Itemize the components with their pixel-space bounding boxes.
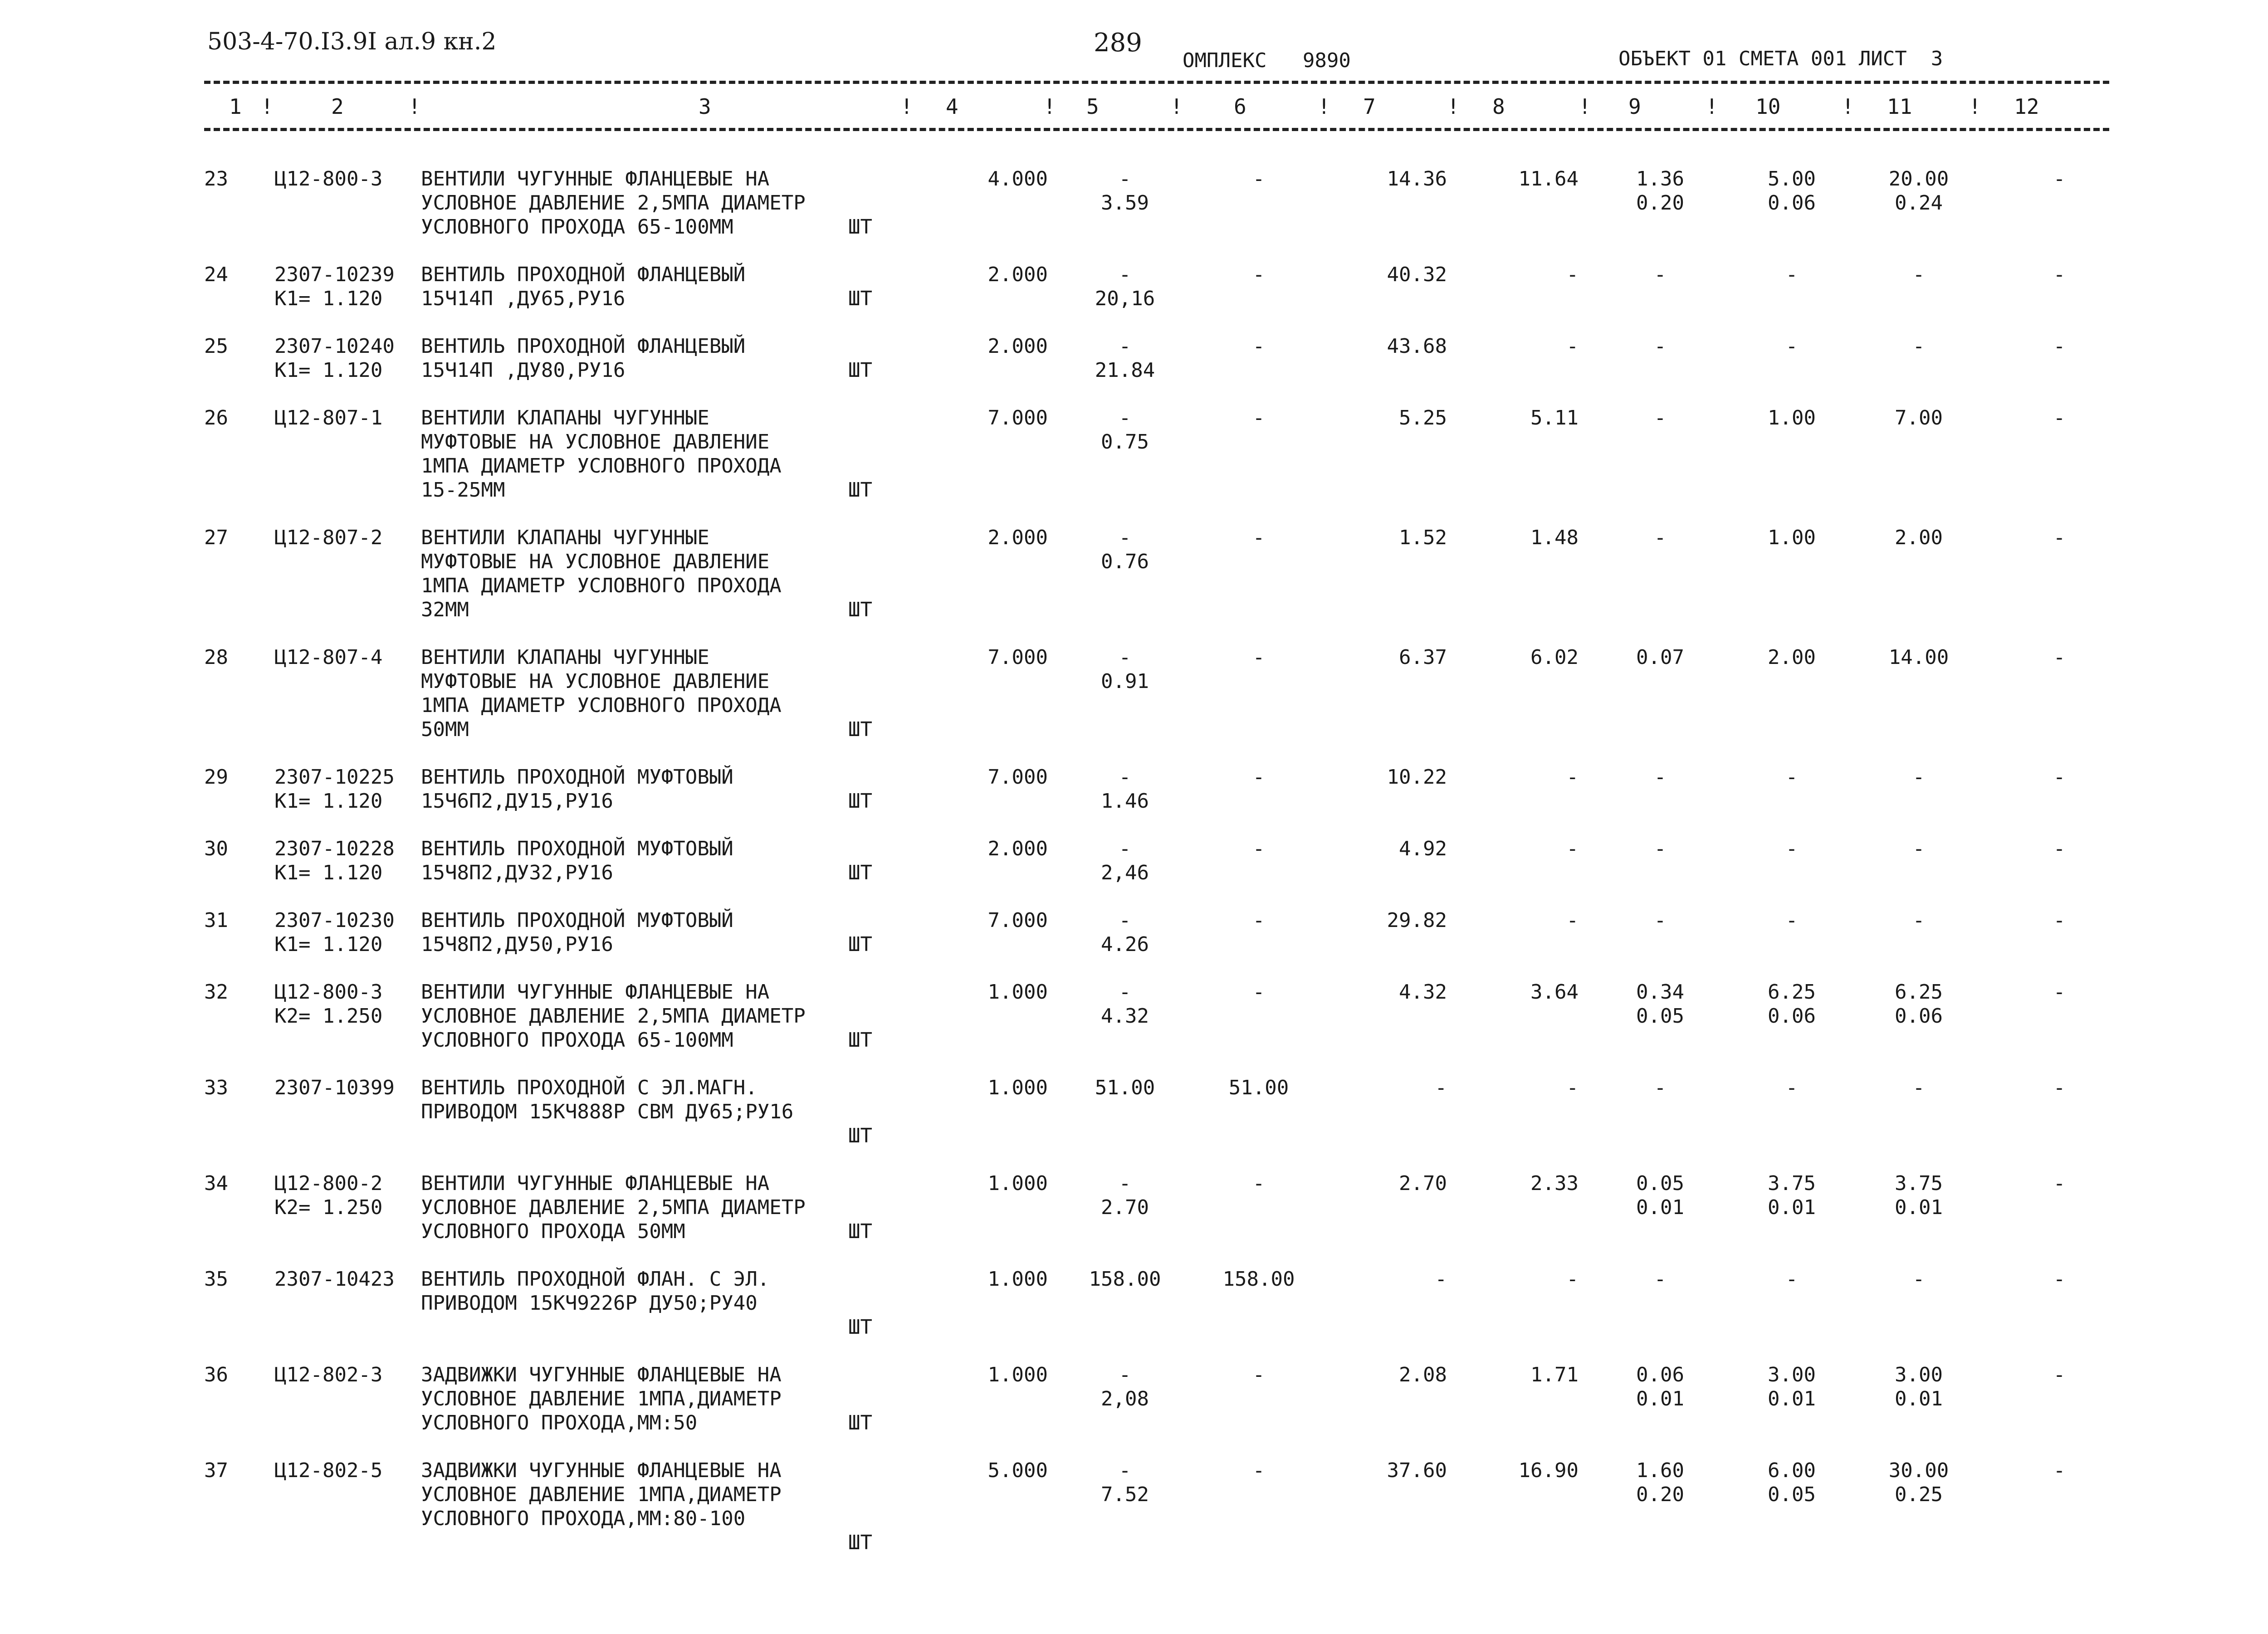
column-separator: ! [900, 94, 913, 119]
unit-cost-secondary: 1.46 [1101, 790, 1149, 813]
unit-of-measure: ШТ [848, 1029, 872, 1052]
machine-cost: - [1654, 526, 1667, 549]
total-cost: 14.36 [1387, 167, 1447, 190]
column-separator: ! [408, 94, 421, 119]
labor-hours-secondary: 0.06 [1768, 1005, 1816, 1028]
machine-cost: 1.36 [1636, 167, 1684, 190]
labor-hours: 2.00 [1768, 646, 1816, 669]
total-labor-hours: 7.00 [1895, 406, 1943, 429]
item-description-line: ВЕНТИЛЬ ПРОХОДНОЙ С ЭЛ.МАГН. [421, 1076, 758, 1099]
unit-cost-secondary: 2,08 [1101, 1387, 1149, 1410]
total-labor-hours: - [1912, 766, 1925, 789]
column-12-value: - [2053, 1363, 2066, 1386]
labor-cost: - [1566, 1268, 1579, 1291]
item-description-line: МУФТОВЫЕ НА УСЛОВНОЕ ДАВЛЕНИЕ [421, 670, 770, 693]
unit-of-measure: ШТ [848, 1220, 872, 1243]
machine-cost: - [1654, 909, 1667, 932]
column-header-5: 5 [1086, 94, 1099, 119]
total-labor-hours: 3.75 [1895, 1172, 1943, 1195]
quantity: 1.000 [987, 1363, 1048, 1386]
item-description-line: ВЕНТИЛИ ЧУГУННЫЕ ФЛАНЦЕВЫЕ НА [421, 167, 770, 190]
price-code: Ц12-800-3 [274, 980, 383, 1004]
coefficient: К1= 1.120 [274, 790, 383, 813]
total-cost: - [1435, 1076, 1447, 1099]
total-labor-hours: 6.25 [1895, 980, 1943, 1004]
labor-hours: 5.00 [1768, 167, 1816, 190]
item-description-line: ЗАДВИЖКИ ЧУГУННЫЕ ФЛАНЦЕВЫЕ НА [421, 1363, 782, 1386]
labor-hours: 1.00 [1768, 526, 1816, 549]
total-cost: 5.25 [1399, 406, 1447, 429]
machine-cost-secondary: 0.01 [1636, 1196, 1684, 1219]
column-header-6: 6 [1234, 94, 1246, 119]
equipment-cost: 158.00 [1222, 1268, 1295, 1291]
item-description-line: МУФТОВЫЕ НА УСЛОВНОЕ ДАВЛЕНИЕ [421, 430, 770, 454]
row-number: 33 [204, 1076, 228, 1099]
unit-cost: - [1119, 1363, 1131, 1386]
total-labor-hours-secondary: 0.24 [1895, 191, 1943, 215]
machine-cost: 1.60 [1636, 1459, 1684, 1482]
column-12-value: - [2053, 167, 2066, 190]
labor-cost: 1.71 [1530, 1363, 1579, 1386]
row-number: 25 [204, 335, 228, 358]
column-header-11: 11 [1887, 94, 1912, 119]
row-number: 36 [204, 1363, 228, 1386]
machine-cost: 0.34 [1636, 980, 1684, 1004]
item-description-line: УСЛОВНОЕ ДАВЛЕНИЕ 2,5МПА ДИАМЕТР [421, 1005, 806, 1028]
column-12-value: - [2053, 909, 2066, 932]
coefficient: К1= 1.120 [274, 287, 383, 310]
coefficient: К2= 1.250 [274, 1005, 383, 1028]
quantity: 5.000 [987, 1459, 1048, 1482]
item-description-line: ВЕНТИЛИ КЛАПАНЫ ЧУГУННЫЕ [421, 646, 709, 669]
unit-cost-secondary: 0.91 [1101, 670, 1149, 693]
total-cost: 2.08 [1399, 1363, 1447, 1386]
labor-cost: 2.33 [1530, 1172, 1579, 1195]
price-code: 2307-10228 [274, 837, 395, 860]
machine-cost: 0.06 [1636, 1363, 1684, 1386]
column-12-value: - [2053, 1268, 2066, 1291]
total-cost: 1.52 [1399, 526, 1447, 549]
price-code: Ц12-800-3 [274, 167, 383, 190]
unit-cost-secondary: 2,46 [1101, 861, 1149, 884]
unit-cost: - [1119, 167, 1131, 190]
unit-of-measure: ШТ [848, 478, 872, 502]
price-code: 2307-10399 [274, 1076, 395, 1099]
labor-hours: - [1785, 909, 1798, 932]
page-number: 289 [1094, 28, 1142, 58]
total-cost: 2.70 [1399, 1172, 1447, 1195]
column-12-value: - [2053, 1459, 2066, 1482]
equipment-cost: - [1252, 1459, 1265, 1482]
item-description-line: 1МПА ДИАМЕТР УСЛОВНОГО ПРОХОДА [421, 454, 782, 478]
item-description-line: УСЛОВНОГО ПРОХОДА 65-100ММ [421, 215, 733, 239]
unit-cost: - [1119, 646, 1131, 669]
labor-hours: - [1785, 263, 1798, 286]
item-description-line: ВЕНТИЛЬ ПРОХОДНОЙ ФЛАН. С ЭЛ. [421, 1268, 770, 1291]
item-description-line: 15Ч6П2,ДУ15,РУ16 [421, 790, 613, 813]
row-number: 35 [204, 1268, 228, 1291]
machine-cost: - [1654, 263, 1667, 286]
item-description-line: ВЕНТИЛИ КЛАПАНЫ ЧУГУННЫЕ [421, 526, 709, 549]
item-description-line: 50ММ [421, 718, 469, 741]
column-header-1: 1 [229, 94, 242, 119]
labor-cost: - [1566, 766, 1579, 789]
unit-of-measure: ШТ [848, 359, 872, 382]
labor-hours-secondary: 0.01 [1768, 1387, 1816, 1410]
item-description-line: ПРИВОДОМ 15КЧ9226Р ДУ50;РУ40 [421, 1292, 758, 1315]
labor-hours: - [1785, 1076, 1798, 1099]
column-12-value: - [2053, 406, 2066, 429]
object-info: ОБЪЕКТ 01 СМЕТА 001 ЛИСТ 3 [1618, 47, 1943, 70]
unit-cost-secondary: 4.32 [1101, 1005, 1149, 1028]
item-description-line: ВЕНТИЛЬ ПРОХОДНОЙ МУФТОВЫЙ [421, 909, 733, 932]
unit-of-measure: ШТ [848, 933, 872, 956]
item-description-line: 1МПА ДИАМЕТР УСЛОВНОГО ПРОХОДА [421, 574, 782, 597]
item-description-line: 15Ч14П ,ДУ80,РУ16 [421, 359, 626, 382]
total-labor-hours: - [1912, 837, 1925, 860]
column-12-value: - [2053, 837, 2066, 860]
row-number: 28 [204, 646, 228, 669]
labor-cost: 16.90 [1518, 1459, 1579, 1482]
labor-hours-secondary: 0.06 [1768, 191, 1816, 215]
coefficient: К1= 1.120 [274, 861, 383, 884]
equipment-cost: - [1252, 263, 1265, 286]
machine-cost: - [1654, 406, 1667, 429]
quantity: 7.000 [987, 406, 1048, 429]
column-header-9: 9 [1628, 94, 1641, 119]
labor-hours: 6.00 [1768, 1459, 1816, 1482]
column-header-12: 12 [2014, 94, 2039, 119]
total-labor-hours: - [1912, 1268, 1925, 1291]
item-description-line: ВЕНТИЛЬ ПРОХОДНОЙ МУФТОВЫЙ [421, 837, 733, 860]
labor-hours-secondary: 0.01 [1768, 1196, 1816, 1219]
item-description-line: УСЛОВНОГО ПРОХОДА 50ММ [421, 1220, 685, 1243]
item-description-line: ПРИВОДОМ 15КЧ888Р СВМ ДУ65;РУ16 [421, 1100, 794, 1123]
column-header-2: 2 [331, 94, 344, 119]
column-header-4: 4 [946, 94, 958, 119]
total-labor-hours: - [1912, 263, 1925, 286]
header-divider-bottom [204, 128, 2109, 131]
machine-cost-secondary: 0.20 [1636, 191, 1684, 215]
labor-cost: 6.02 [1530, 646, 1579, 669]
item-description-line: 32ММ [421, 598, 469, 621]
quantity: 2.000 [987, 837, 1048, 860]
machine-cost: 0.05 [1636, 1172, 1684, 1195]
unit-cost: 158.00 [1089, 1268, 1161, 1291]
unit-cost: - [1119, 980, 1131, 1004]
coefficient: К2= 1.250 [274, 1196, 383, 1219]
machine-cost: - [1654, 335, 1667, 358]
unit-cost-secondary: 2.70 [1101, 1196, 1149, 1219]
row-number: 29 [204, 766, 228, 789]
price-code: Ц12-807-4 [274, 646, 383, 669]
labor-cost: - [1566, 837, 1579, 860]
equipment-cost: - [1252, 526, 1265, 549]
equipment-cost: - [1252, 766, 1265, 789]
total-labor-hours-secondary: 0.06 [1895, 1005, 1943, 1028]
item-description-line: ВЕНТИЛЬ ПРОХОДНОЙ ФЛАНЦЕВЫЙ [421, 263, 746, 286]
item-description-line: ВЕНТИЛЬ ПРОХОДНОЙ ФЛАНЦЕВЫЙ [421, 335, 746, 358]
column-12-value: - [2053, 646, 2066, 669]
labor-cost: 5.11 [1530, 406, 1579, 429]
labor-cost: - [1566, 335, 1579, 358]
row-number: 23 [204, 167, 228, 190]
item-description-line: УСЛОВНОЕ ДАВЛЕНИЕ 1МПА,ДИАМЕТР [421, 1387, 782, 1410]
column-separator: ! [1318, 94, 1330, 119]
column-header-3: 3 [699, 94, 711, 119]
unit-cost: - [1119, 1172, 1131, 1195]
column-12-value: - [2053, 1076, 2066, 1099]
total-labor-hours: 20.00 [1888, 167, 1949, 190]
quantity: 4.000 [987, 167, 1048, 190]
total-cost: 37.60 [1387, 1459, 1447, 1482]
unit-cost: - [1119, 406, 1131, 429]
quantity: 7.000 [987, 909, 1048, 932]
unit-of-measure: ШТ [848, 1316, 872, 1339]
machine-cost: - [1654, 837, 1667, 860]
labor-hours: - [1785, 837, 1798, 860]
row-number: 32 [204, 980, 228, 1004]
unit-of-measure: ШТ [848, 790, 872, 813]
column-separator: ! [1043, 94, 1056, 119]
unit-cost-secondary: 21.84 [1095, 359, 1155, 382]
unit-of-measure: ШТ [848, 215, 872, 239]
equipment-cost: 51.00 [1228, 1076, 1289, 1099]
equipment-cost: - [1252, 837, 1265, 860]
row-number: 24 [204, 263, 228, 286]
total-labor-hours: - [1912, 909, 1925, 932]
total-labor-hours: 30.00 [1888, 1459, 1949, 1482]
item-description-line: УСЛОВНОЕ ДАВЛЕНИЕ 2,5МПА ДИАМЕТР [421, 1196, 806, 1219]
coefficient: К1= 1.120 [274, 359, 383, 382]
unit-cost-secondary: 0.76 [1101, 550, 1149, 573]
unit-of-measure: ШТ [848, 287, 872, 310]
item-description-line: УСЛОВНОГО ПРОХОДА,ММ:80-100 [421, 1507, 746, 1530]
item-description-line: 15-25ММ [421, 478, 505, 502]
price-code: Ц12-802-5 [274, 1459, 383, 1482]
item-description-line: ВЕНТИЛИ ЧУГУННЫЕ ФЛАНЦЕВЫЕ НА [421, 1172, 770, 1195]
total-labor-hours: 2.00 [1895, 526, 1943, 549]
total-labor-hours-secondary: 0.01 [1895, 1387, 1943, 1410]
unit-of-measure: ШТ [848, 598, 872, 621]
total-cost: 4.32 [1399, 980, 1447, 1004]
item-description-line: 15Ч14П ,ДУ65,РУ16 [421, 287, 626, 310]
total-cost: 4.92 [1399, 837, 1447, 860]
column-separator: ! [1842, 94, 1854, 119]
total-cost: 43.68 [1387, 335, 1447, 358]
item-description-line: 15Ч8П2,ДУ32,РУ16 [421, 861, 613, 884]
item-description-line: МУФТОВЫЕ НА УСЛОВНОЕ ДАВЛЕНИЕ [421, 550, 770, 573]
row-number: 26 [204, 406, 228, 429]
unit-cost: - [1119, 263, 1131, 286]
price-code: 2307-10230 [274, 909, 395, 932]
machine-cost: - [1654, 1268, 1667, 1291]
item-description-line: ВЕНТИЛЬ ПРОХОДНОЙ МУФТОВЫЙ [421, 766, 733, 789]
machine-cost-secondary: 0.01 [1636, 1387, 1684, 1410]
labor-hours: - [1785, 1268, 1798, 1291]
item-description-line: ВЕНТИЛИ КЛАПАНЫ ЧУГУННЫЕ [421, 406, 709, 429]
total-cost: 10.22 [1387, 766, 1447, 789]
labor-cost: - [1566, 1076, 1579, 1099]
item-description-line: 1МПА ДИАМЕТР УСЛОВНОГО ПРОХОДА [421, 694, 782, 717]
column-separator: ! [1579, 94, 1591, 119]
machine-cost: - [1654, 766, 1667, 789]
row-number: 31 [204, 909, 228, 932]
row-number: 30 [204, 837, 228, 860]
unit-cost-secondary: 0.75 [1101, 430, 1149, 454]
total-labor-hours: 3.00 [1895, 1363, 1943, 1386]
price-code: 2307-10225 [274, 766, 395, 789]
unit-cost: - [1119, 766, 1131, 789]
machine-cost-secondary: 0.05 [1636, 1005, 1684, 1028]
quantity: 1.000 [987, 1172, 1048, 1195]
item-description-line: ЗАДВИЖКИ ЧУГУННЫЕ ФЛАНЦЕВЫЕ НА [421, 1459, 782, 1482]
price-code: Ц12-807-1 [274, 406, 383, 429]
machine-cost-secondary: 0.20 [1636, 1483, 1684, 1506]
price-code: 2307-10423 [274, 1268, 395, 1291]
unit-cost-secondary: 20,16 [1095, 287, 1155, 310]
total-cost: 6.37 [1399, 646, 1447, 669]
column-separator: ! [1447, 94, 1460, 119]
column-12-value: - [2053, 526, 2066, 549]
unit-cost-secondary: 4.26 [1101, 933, 1149, 956]
total-labor-hours: - [1912, 335, 1925, 358]
machine-cost: 0.07 [1636, 646, 1684, 669]
column-12-value: - [2053, 335, 2066, 358]
price-code: Ц12-807-2 [274, 526, 383, 549]
quantity: 7.000 [987, 646, 1048, 669]
quantity: 1.000 [987, 980, 1048, 1004]
equipment-cost: - [1252, 1363, 1265, 1386]
total-labor-hours-secondary: 0.01 [1895, 1196, 1943, 1219]
equipment-cost: - [1252, 335, 1265, 358]
labor-hours: 3.75 [1768, 1172, 1816, 1195]
item-description-line: УСЛОВНОГО ПРОХОДА 65-100ММ [421, 1029, 733, 1052]
total-cost: 29.82 [1387, 909, 1447, 932]
row-number: 37 [204, 1459, 228, 1482]
quantity: 1.000 [987, 1268, 1048, 1291]
equipment-cost: - [1252, 1172, 1265, 1195]
price-code: 2307-10240 [274, 335, 395, 358]
price-code: Ц12-802-3 [274, 1363, 383, 1386]
labor-hours-secondary: 0.05 [1768, 1483, 1816, 1506]
equipment-cost: - [1252, 406, 1265, 429]
item-description-line: УСЛОВНОГО ПРОХОДА,ММ:50 [421, 1411, 698, 1434]
labor-cost: - [1566, 909, 1579, 932]
labor-cost: - [1566, 263, 1579, 286]
column-header-10: 10 [1755, 94, 1781, 119]
quantity: 2.000 [987, 263, 1048, 286]
quantity: 7.000 [987, 766, 1048, 789]
unit-cost-secondary: 3.59 [1101, 191, 1149, 215]
quantity: 2.000 [987, 526, 1048, 549]
unit-of-measure: ШТ [848, 861, 872, 884]
unit-of-measure: ШТ [848, 1124, 872, 1147]
equipment-cost: - [1252, 646, 1265, 669]
unit-of-measure: ШТ [848, 1531, 872, 1554]
column-separator: ! [1969, 94, 1981, 119]
coefficient: К1= 1.120 [274, 933, 383, 956]
header-divider-top [204, 81, 2109, 84]
labor-cost: 1.48 [1530, 526, 1579, 549]
row-number: 27 [204, 526, 228, 549]
equipment-cost: - [1252, 167, 1265, 190]
unit-cost: - [1119, 837, 1131, 860]
labor-cost: 3.64 [1530, 980, 1579, 1004]
equipment-cost: - [1252, 980, 1265, 1004]
labor-hours: 1.00 [1768, 406, 1816, 429]
labor-hours: - [1785, 766, 1798, 789]
total-labor-hours-secondary: 0.25 [1895, 1483, 1943, 1506]
price-code: 2307-10239 [274, 263, 395, 286]
total-cost: 40.32 [1387, 263, 1447, 286]
total-cost: - [1435, 1268, 1447, 1291]
labor-hours: 3.00 [1768, 1363, 1816, 1386]
total-labor-hours: - [1912, 1076, 1925, 1099]
unit-of-measure: ШТ [848, 1411, 872, 1434]
price-code: Ц12-800-2 [274, 1172, 383, 1195]
unit-cost: 51.00 [1095, 1076, 1155, 1099]
column-separator: ! [1706, 94, 1718, 119]
program-label: ОМПЛЕКС 9890 [1183, 49, 1351, 72]
item-description-line: ВЕНТИЛИ ЧУГУННЫЕ ФЛАНЦЕВЫЕ НА [421, 980, 770, 1004]
column-separator: ! [1170, 94, 1183, 119]
machine-cost: - [1654, 1076, 1667, 1099]
labor-hours: 6.25 [1768, 980, 1816, 1004]
column-12-value: - [2053, 263, 2066, 286]
column-12-value: - [2053, 766, 2066, 789]
unit-cost: - [1119, 526, 1131, 549]
item-description-line: УСЛОВНОЕ ДАВЛЕНИЕ 2,5МПА ДИАМЕТР [421, 191, 806, 215]
column-header-7: 7 [1363, 94, 1376, 119]
row-number: 34 [204, 1172, 228, 1195]
unit-cost: - [1119, 1459, 1131, 1482]
quantity: 2.000 [987, 335, 1048, 358]
equipment-cost: - [1252, 909, 1265, 932]
document-reference: 503-4-70.I3.9I ал.9 кн.2 [207, 28, 497, 55]
unit-cost-secondary: 7.52 [1101, 1483, 1149, 1506]
total-labor-hours: 14.00 [1888, 646, 1949, 669]
column-separator: ! [261, 94, 274, 119]
item-description-line: 15Ч8П2,ДУ50,РУ16 [421, 933, 613, 956]
column-12-value: - [2053, 980, 2066, 1004]
item-description-line: УСЛОВНОЕ ДАВЛЕНИЕ 1МПА,ДИАМЕТР [421, 1483, 782, 1506]
column-header-8: 8 [1492, 94, 1505, 119]
labor-cost: 11.64 [1518, 167, 1579, 190]
unit-cost: - [1119, 335, 1131, 358]
labor-hours: - [1785, 335, 1798, 358]
unit-of-measure: ШТ [848, 718, 872, 741]
quantity: 1.000 [987, 1076, 1048, 1099]
column-12-value: - [2053, 1172, 2066, 1195]
unit-cost: - [1119, 909, 1131, 932]
